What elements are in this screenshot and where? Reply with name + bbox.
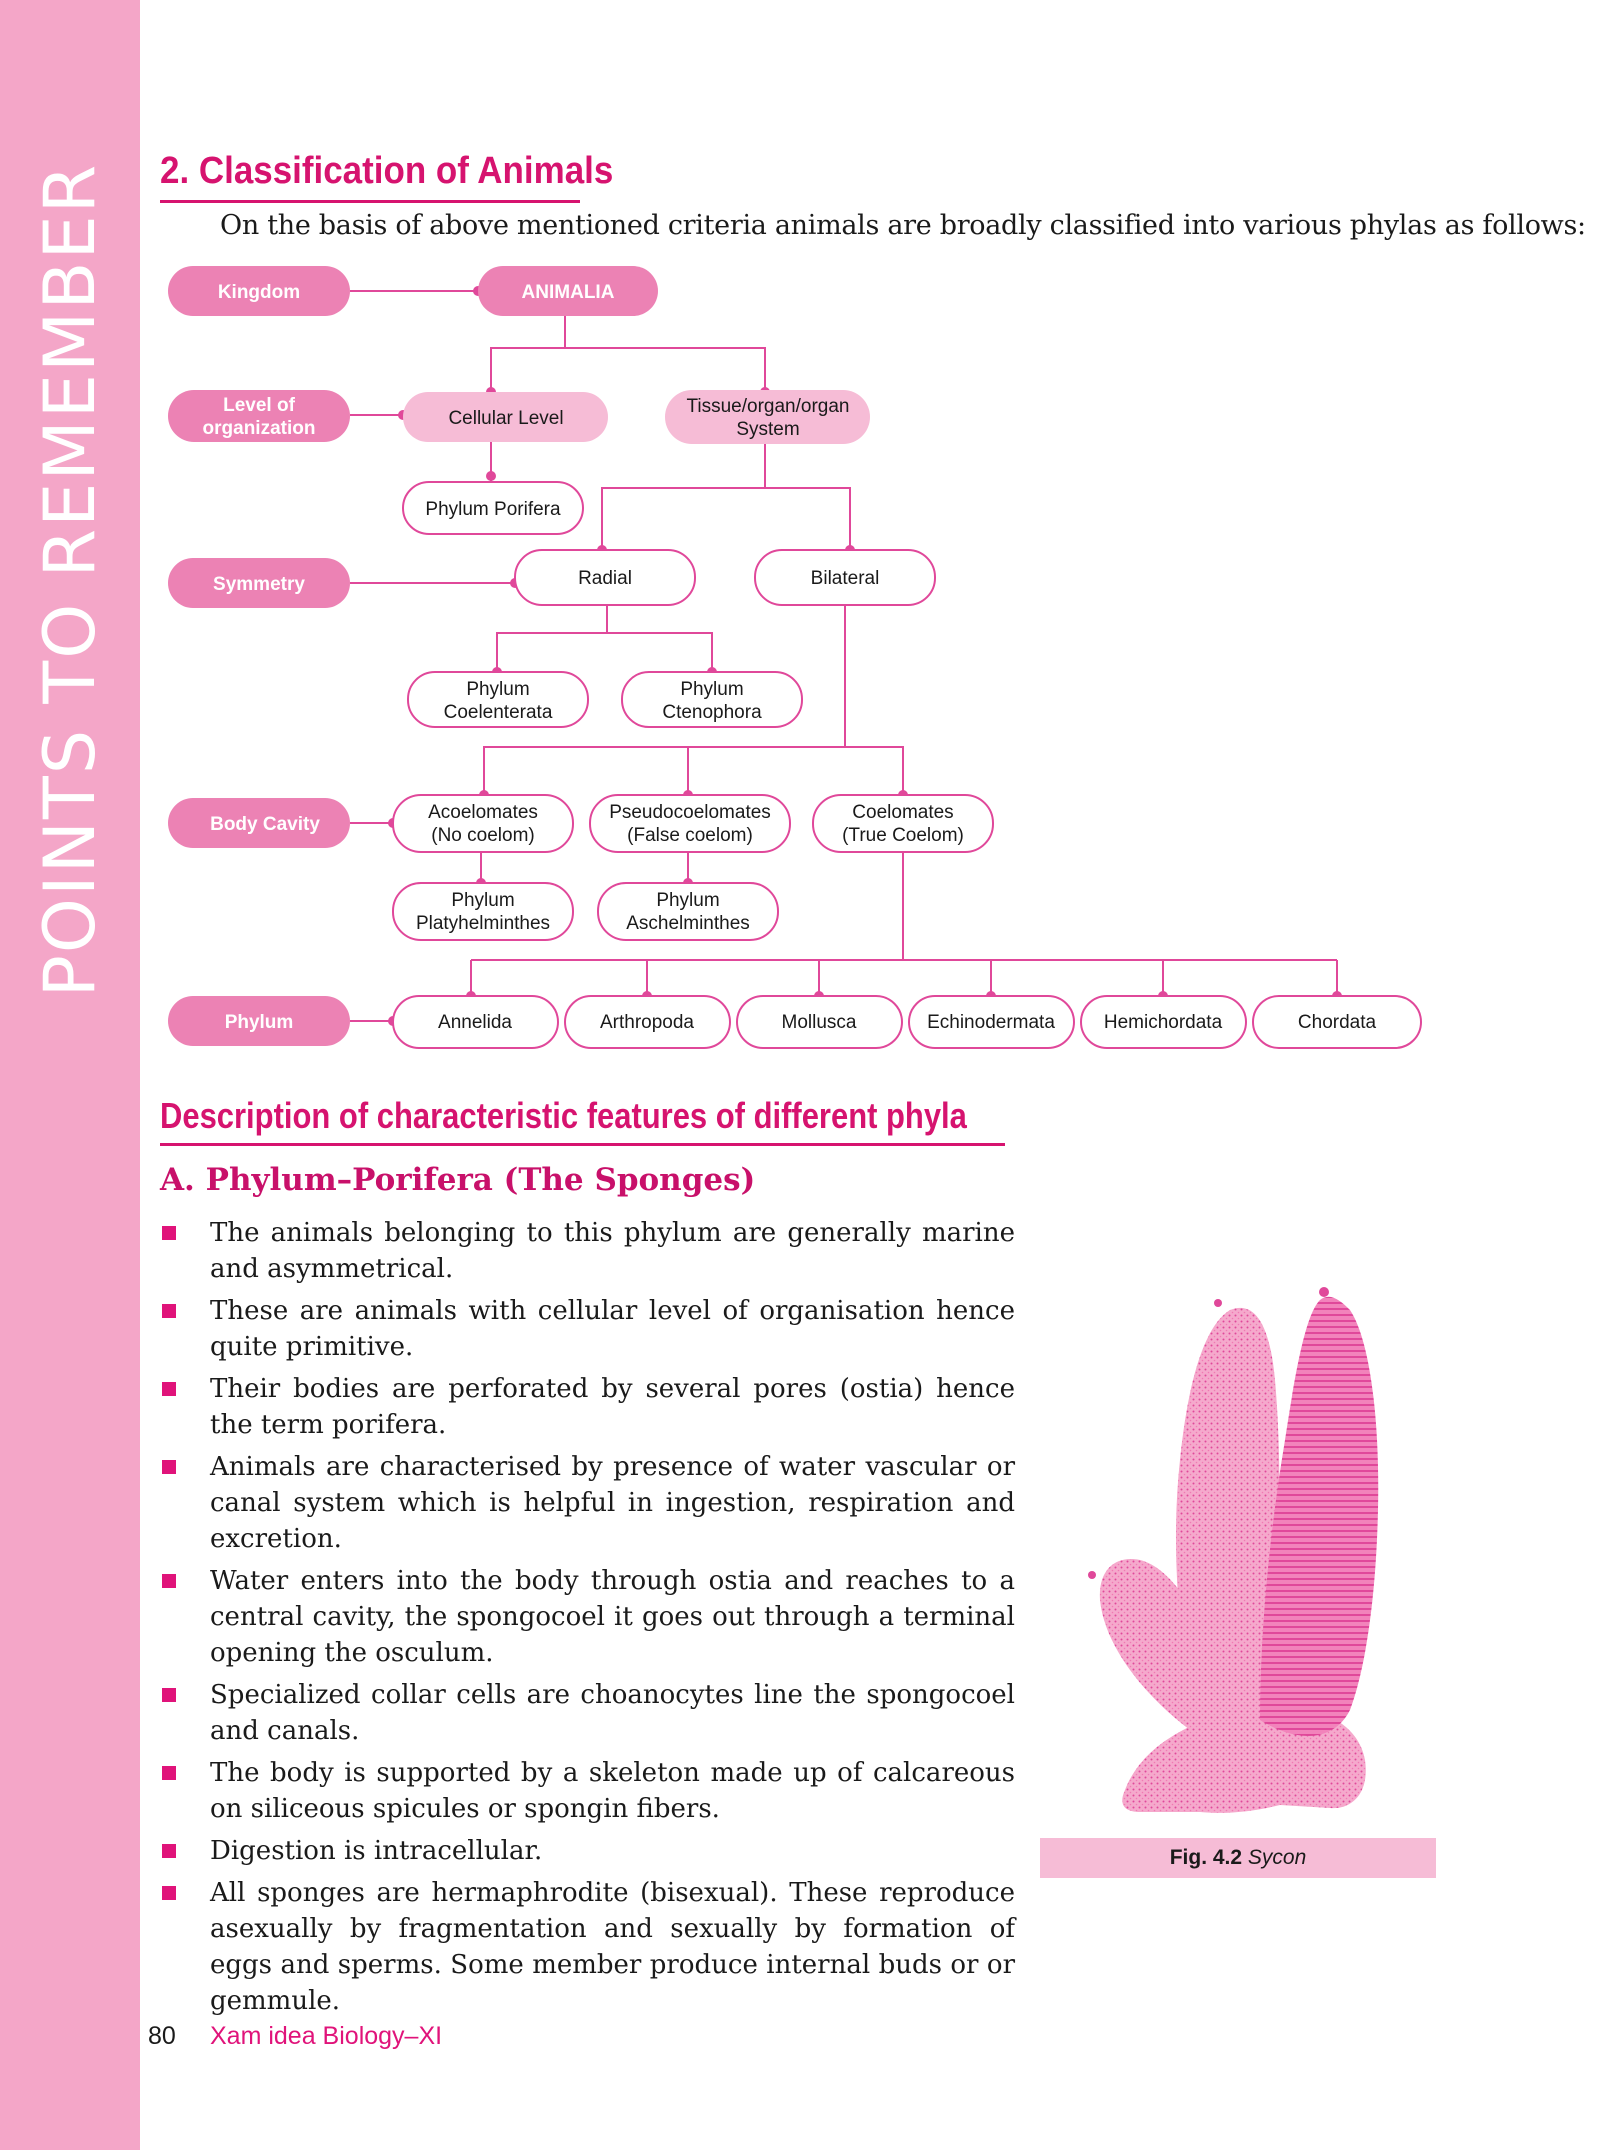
node-pseudocoelomates-line2: (False coelom): [627, 825, 753, 846]
label-kingdom-text: Kingdom: [217, 282, 301, 303]
label-symmetry: [168, 558, 350, 608]
label-kingdom: [168, 266, 350, 316]
figure-caption: [1040, 1838, 1436, 1878]
sidebar-title: POINTS TO REMEMBER: [29, 162, 111, 998]
node-bilateral-text: Bilateral: [810, 568, 880, 589]
bullet-square-icon: [162, 1382, 176, 1396]
node-platyhelminthes-line1: Phylum: [451, 890, 515, 911]
label-body-cavity: [168, 798, 350, 848]
list-item: [160, 1677, 1015, 1749]
list-item: [160, 1833, 1015, 1869]
bullet-text: The body is supported by a skeleton made up of calcareous on siliceous spicules or spongin fibers.: [210, 1758, 1015, 1824]
description-title: Description of characteristic features of different phyla: [160, 1095, 967, 1136]
node-pseudocoelomates-line1: Pseudocoelomates: [609, 802, 771, 823]
list-item: [160, 1449, 1015, 1557]
node-hemichordata-text: Hemichordata: [1103, 1012, 1223, 1033]
classification-diagram: [0, 0, 1600, 1060]
node-porifera-text: Phylum Porifera: [425, 499, 561, 520]
bullet-square-icon: [162, 1688, 176, 1702]
bullet-square-icon: [162, 1766, 176, 1780]
bullet-text: Their bodies are perforated by several pores (ostia) hence the term porifera.: [210, 1374, 1015, 1440]
label-phylum: [168, 996, 350, 1046]
node-ctenophora-line2: Ctenophora: [662, 702, 762, 723]
description-underline: [160, 1143, 1005, 1146]
node-ctenophora-line1: Phylum: [680, 679, 744, 700]
list-item: [160, 1215, 1015, 1287]
bullet-text: The animals belonging to this phylum are generally marine and asymmetrical.: [210, 1218, 1015, 1284]
page-number: 80: [148, 2022, 176, 2050]
node-coelenterata-line2: Coelenterata: [443, 702, 553, 723]
figure-number: Fig. 4.2: [1169, 1846, 1243, 1869]
bullet-text: These are animals with cellular level of organisation hence quite primitive.: [210, 1296, 1015, 1362]
label-symmetry-text: Symmetry: [213, 574, 305, 595]
node-annelida-text: Annelida: [438, 1012, 512, 1033]
node-tissue-organ-system: [665, 390, 870, 444]
bullet-text: All sponges are hermaphrodite (bisexual). These reproduce asexually by fragmentation and sexually by formation of eggs and sperms. Some member produce internal buds or or gemmule.: [210, 1878, 1015, 2016]
node-coelenterata-line1: Phylum: [466, 679, 530, 700]
node-platyhelminthes-line2: Platyhelminthes: [415, 913, 551, 934]
bullet-square-icon: [162, 1574, 176, 1588]
list-item: [160, 1371, 1015, 1443]
node-chordata-text: Chordata: [1297, 1012, 1377, 1033]
bullet-square-icon: [162, 1844, 176, 1858]
list-item: [160, 1875, 1015, 2019]
node-radial-text: Radial: [578, 568, 632, 589]
label-level-line1: Level of: [223, 395, 295, 416]
node-arthropoda-text: Arthropoda: [599, 1012, 695, 1033]
list-item: [160, 1563, 1015, 1671]
bullet-text: Water enters into the body through ostia and reaches to a central cavity, the spongocoel it goes out through a terminal opening the osculum.: [210, 1566, 1015, 1668]
node-aschelminthes-line2: Aschelminthes: [626, 913, 750, 934]
node-tissue-line2: System: [736, 419, 800, 440]
node-mollusca-text: Mollusca: [781, 1012, 857, 1033]
figure-name: Sycon: [1247, 1846, 1307, 1869]
node-acoelomates-line2: (No coelom): [431, 825, 535, 846]
book-name: Xam idea Biology–XI: [210, 2022, 443, 2050]
node-coelomates-line2: (True Coelom): [842, 825, 964, 846]
node-echinodermata-text: Echinodermata: [927, 1012, 1055, 1033]
node-cellular-text: Cellular Level: [448, 408, 564, 429]
node-animalia: [478, 266, 658, 316]
label-body-cavity-text: Body Cavity: [210, 814, 320, 835]
node-acoelomates-line1: Acoelomates: [428, 802, 538, 823]
label-level-line2: organization: [202, 418, 316, 439]
bullet-text: Animals are characterised by presence of water vascular or canal system which is helpful in ingestion, respiration and excretion.: [210, 1452, 1015, 1554]
label-phylum-text: Phylum: [224, 1012, 294, 1033]
bullet-text: Digestion is intracellular.: [210, 1836, 543, 1866]
bullet-square-icon: [162, 1886, 176, 1900]
label-level-of-organization: [168, 390, 350, 442]
node-coelomates-line1: Coelomates: [852, 802, 954, 823]
list-item: [160, 1755, 1015, 1827]
node-cellular-level: [403, 392, 608, 442]
bullet-square-icon: [162, 1226, 176, 1240]
bullet-square-icon: [162, 1460, 176, 1474]
porifera-bullet-list: [160, 1215, 1015, 2025]
node-tissue-line1: Tissue/organ/organ: [686, 396, 850, 417]
bullet-square-icon: [162, 1304, 176, 1318]
list-item: [160, 1293, 1015, 1365]
section-title: 2. Classification of Animals: [160, 150, 614, 192]
bullet-text: Specialized collar cells are choanocytes line the spongocoel and canals.: [210, 1680, 1015, 1746]
sycon-illustration: [1030, 1230, 1430, 1840]
node-animalia-text: ANIMALIA: [521, 282, 615, 303]
porifera-subtitle: A. Phylum–Porifera (The Sponges): [160, 1162, 756, 1198]
intro-text: On the basis of above mentioned criteria animals are broadly classified into various phylas as follows:: [220, 210, 1586, 241]
node-aschelminthes-line1: Phylum: [656, 890, 720, 911]
